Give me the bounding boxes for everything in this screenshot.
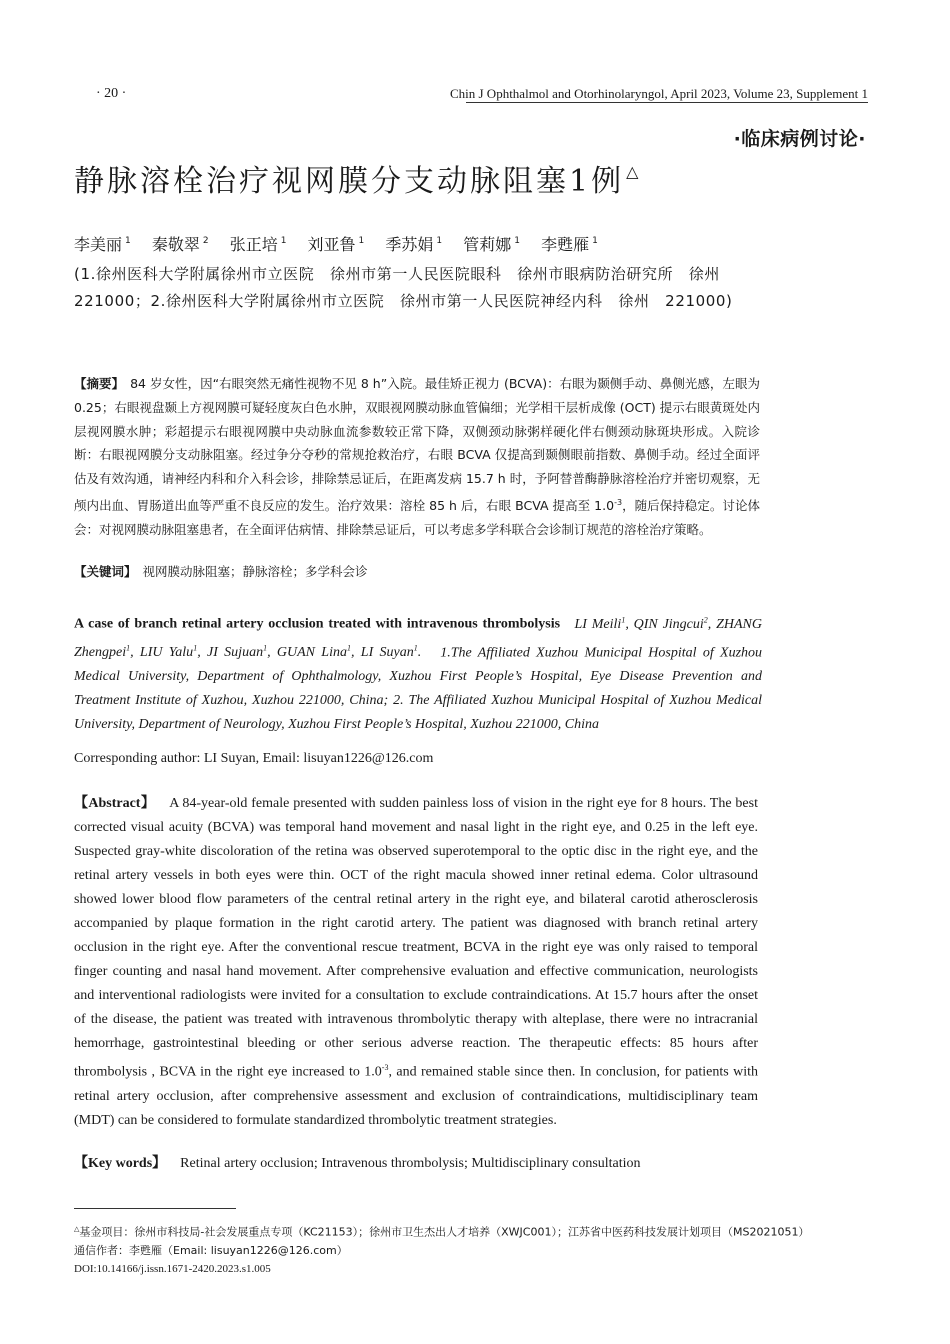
keywords-cn [74,562,368,580]
funding-mark: △ [626,162,642,181]
section-label: ·临床病例讨论· [733,128,866,150]
footnote-corresponding: 通信作者：李甦雁（Email: lisuyan1226@126.com） [74,1243,348,1257]
abstract-en [74,792,758,1133]
abstract-cn-sup: -3 [614,497,623,507]
affiliation-cn: (1.徐州医科大学附属徐州市立医院 徐州市第一人民医院眼科 徐州市眼病防治研究所 徐州 221000；2.徐州医科大学附属徐州市立医院 徐州市第一人民医院神经内科 徐州 221000) [74,265,736,310]
author-en: LI Suyan [360,645,414,661]
english-title: A case of branch retinal artery occlusion treated with intravenous thrombolysis [74,616,561,632]
author-cn: 季苏娟 $^1$ [385,235,443,254]
abstract-cn [74,372,760,542]
footnotes [74,1220,884,1278]
author-en: JI Sujuan [207,645,264,661]
abstract-en-label: 【Abstract】 [74,796,156,811]
author-en: GUAN Lina [276,645,347,661]
english-authors: LI Meili$^1$, QIN Jingcui$^2$, ZHANG Zhengpei$^1$, LIU Yalu$^1$, JI Sujuan$^1$, GUAN Lina$^1$, LI Suyan$^1$. [74,615,763,661]
abstract-en-text: A 84-year-old female presented with sudden painless loss of vision in the right eye for 8 hours. The best corrected visual acuity (BCVA) was temporal hand movement and nasal light in the right eye, and 0.25 in the left eye. Suspected gray-white discoloration of the retina was observed superotemporal to the optic disc in the right eye, and the retinal artery vessels in both eyes were thin. OCT of the right macula showed inner retinal edema. Color ultrasound showed lower blood flow parameters of the central retinal artery in the right eye, and bilateral carotid atherosclerosis accompanied by plaque formation in the right carotid artery. The patient was diagnosed with branch retinal artery occlusion in the right eye. After the conventional rescue treatment, BCVA in the right eye was only raised to temporal finger counting and nasal hand movement. After comprehensive evaluation and effective communication, neurologists and interventional radiologists were invited for a consultation to exclude contraindications. At 15.7 hours after the onset of the disease, the patient was treated with intravenous thrombolytic therapy with alteplase, there were no intracranial hemorrhage, gastrointestinal bleeding or other serious adverse reaction. The therapeutic effects: 85 hours after thrombolysis , BCVA in the right eye increased to 1.0 [74,796,758,1080]
footnote-doi: DOI:10.14166/j.issn.1671-2420.2023.s1.005 [74,1262,271,1275]
keywords-en-label: 【Key words】 [74,1156,167,1171]
keywords-en [74,1152,641,1172]
keywords-en-text: Retinal artery occlusion; Intravenous thrombolysis; Multidisciplinary consultation [180,1156,641,1171]
article-title [74,156,641,200]
author-list-cn [74,232,614,255]
footnote-fund-mark: △ [74,1225,80,1233]
english-affiliation: 1.The Affiliated Xuzhou Municipal Hospital of Xuzhou Medical University, Department of Ophthalmology, Xuzhou First People’s Hospital, Eye Disease Prevention and Treatment Institute of Xuzhou, Xuzhou 221000, China; 2. The Affiliated Xuzhou Municipal Hospital of Xuzhou Medical University, Department of Neurology, Xuzhou First People’s Hospital, Xuzhou 221000, China [74,645,763,733]
author-en: LI Meili [574,616,622,632]
author-cn: 李甦雁 $^1$ [541,235,598,254]
author-en: QIN Jingcui [633,616,704,632]
abstract-cn-text-end: ，随后保持稳定。讨论体会：对视网膜动脉阻塞患者，在全面评估病情、排除禁忌证后，可以考虑多学科联合会诊制订规范的溶栓治疗策略。 [74,498,760,537]
abstract-en-text-end: , and remained stable since then. In conclusion, for patients with retinal artery occlusion, after comprehensive assessment and exclusion of contraindications, multidisciplinary team (MDT) can be considered to formulate standardized thrombolytic treatment strategies. [74,1064,758,1128]
author-cn: 张正培 $^1$ [229,235,287,254]
corresponding-author-en: Corresponding author: LI Suyan, Email: lisuyan1226@126.com [74,751,434,766]
author-en: ZHANG Zhengpei [74,616,763,661]
abstract-en-sup: -3 [381,1063,389,1072]
journal-citation: Chin J Ophthalmol and Otorhinolaryngol, April 2023, Volume 23, Supplement 1 [449,86,868,101]
page-number: · 20 · [96,86,127,101]
author-cn: 管莉娜 $^1$ [463,235,520,254]
footnote-rule [74,1208,236,1209]
author-cn: 刘亚鲁 $^1$ [307,235,365,254]
abstract-cn-text: 84 岁女性，因“右眼突然无痛性视物不见 8 h”入院。最佳矫正视力 (BCVA)：右眼为颞侧手动、鼻侧光感，左眼为 0.25；右眼视盘颞上方视网膜可疑轻度灰白色水肿，双眼视网膜动脉血管偏细；光学相干层析成像 (OCT) 提示右眼黄斑处内层视网膜水肿；彩超提示右眼视网膜中央动脉血流参数较正常下降，双侧颈动脉粥样硬化伴右侧颈动脉斑块形成。入院诊断：右眼视网膜分支动脉阻塞。经过争分夺秒的常规抢救治疗，右眼 BCVA 仅提高到颞侧眼前指数、鼻侧手动。经过全面评估及有效沟通，请神经内科和介入科会诊，排除禁忌证后，在距离发病 15.7 h 时，予阿替普酶静脉溶栓治疗并密切观察，无颅内出血、胃肠道出血等严重不良反应的发生。治疗效果：溶栓 85 h 后，右眼 BCVA 提高至 1.0 [74,376,760,514]
keywords-cn-text: 视网膜动脉阻塞；静脉溶栓；多学科会诊 [142,564,368,579]
keywords-cn-label: 【关键词】 [74,564,137,579]
author-en: LIU Yalu [139,645,194,661]
abstract-cn-label: 【摘要】 [74,376,125,391]
author-cn: 秦敬翠 $^2$ [151,235,209,254]
article-title-text: 静脉溶栓治疗视网膜分支动脉阻塞1例 [74,164,625,199]
footnote-funding: △基金项目：徐州市科技局-社会发展重点专项（KC21153）；徐州市卫生杰出人才培养（XWJC001）；江苏省中医药科技发展计划项目（MS2021051） [74,1225,810,1239]
header-rule [466,102,868,103]
author-cn: 李美丽 $^1$ [74,235,131,254]
english-header [74,608,762,737]
